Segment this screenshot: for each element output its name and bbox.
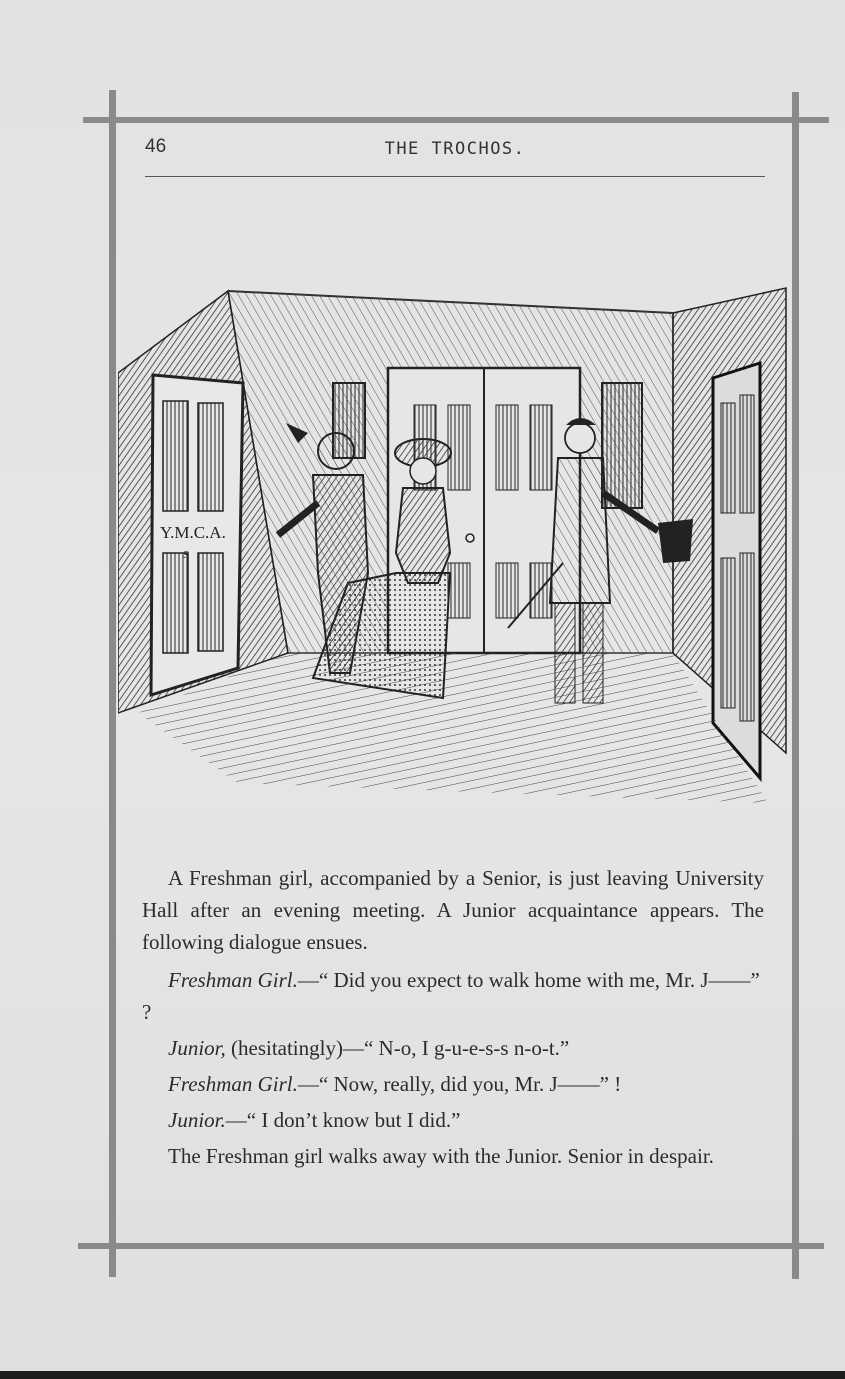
dialogue-line-3	[142, 1068, 764, 1100]
dialogue-line-2	[142, 1032, 764, 1064]
door-sign-sub: S	[183, 549, 190, 561]
page-body-text	[142, 862, 764, 1172]
frame-rule-left	[109, 90, 116, 1277]
closing-paragraph: The Freshman girl walks away with the Junior. Senior in despair.	[168, 1144, 714, 1168]
dialogue-text: (hesitatingly)—“ N-o, I g-u-e-s-s n-o-t.”	[225, 1036, 570, 1060]
speaker-freshman-girl: Freshman Girl.	[168, 1072, 298, 1096]
dialogue-text: —“ Now, really, did you, Mr. J——” !	[297, 1072, 622, 1096]
door-sign: Y.M.C.A.	[160, 523, 226, 542]
dialogue-text: —“ Did you expect to walk home with me, Mr. J——” ?	[142, 968, 760, 1024]
engraving-illustration	[118, 283, 788, 813]
frame-rule-top	[83, 117, 829, 123]
scan-edge	[0, 1371, 845, 1379]
speaker-junior: Junior,	[168, 1036, 226, 1060]
speaker-freshman-girl: Freshman Girl.	[168, 968, 298, 992]
frame-rule-right	[792, 92, 799, 1279]
frame-rule-bottom	[78, 1243, 824, 1249]
header-divider	[145, 176, 765, 177]
intro-paragraph: A Freshman girl, accompanied by a Senior, is just leaving University Hall after an evening meeting. A Junior acquaintance appears. The following dialogue ensues.	[142, 866, 764, 954]
page-number: 46	[145, 136, 167, 157]
dialogue-text: —“ I don’t know but I did.”	[225, 1108, 461, 1132]
running-title: THE TROCHOS.	[384, 139, 526, 159]
speaker-junior: Junior.	[168, 1108, 226, 1132]
dialogue-line-4	[142, 1104, 764, 1136]
dialogue-line-1	[142, 964, 764, 1028]
